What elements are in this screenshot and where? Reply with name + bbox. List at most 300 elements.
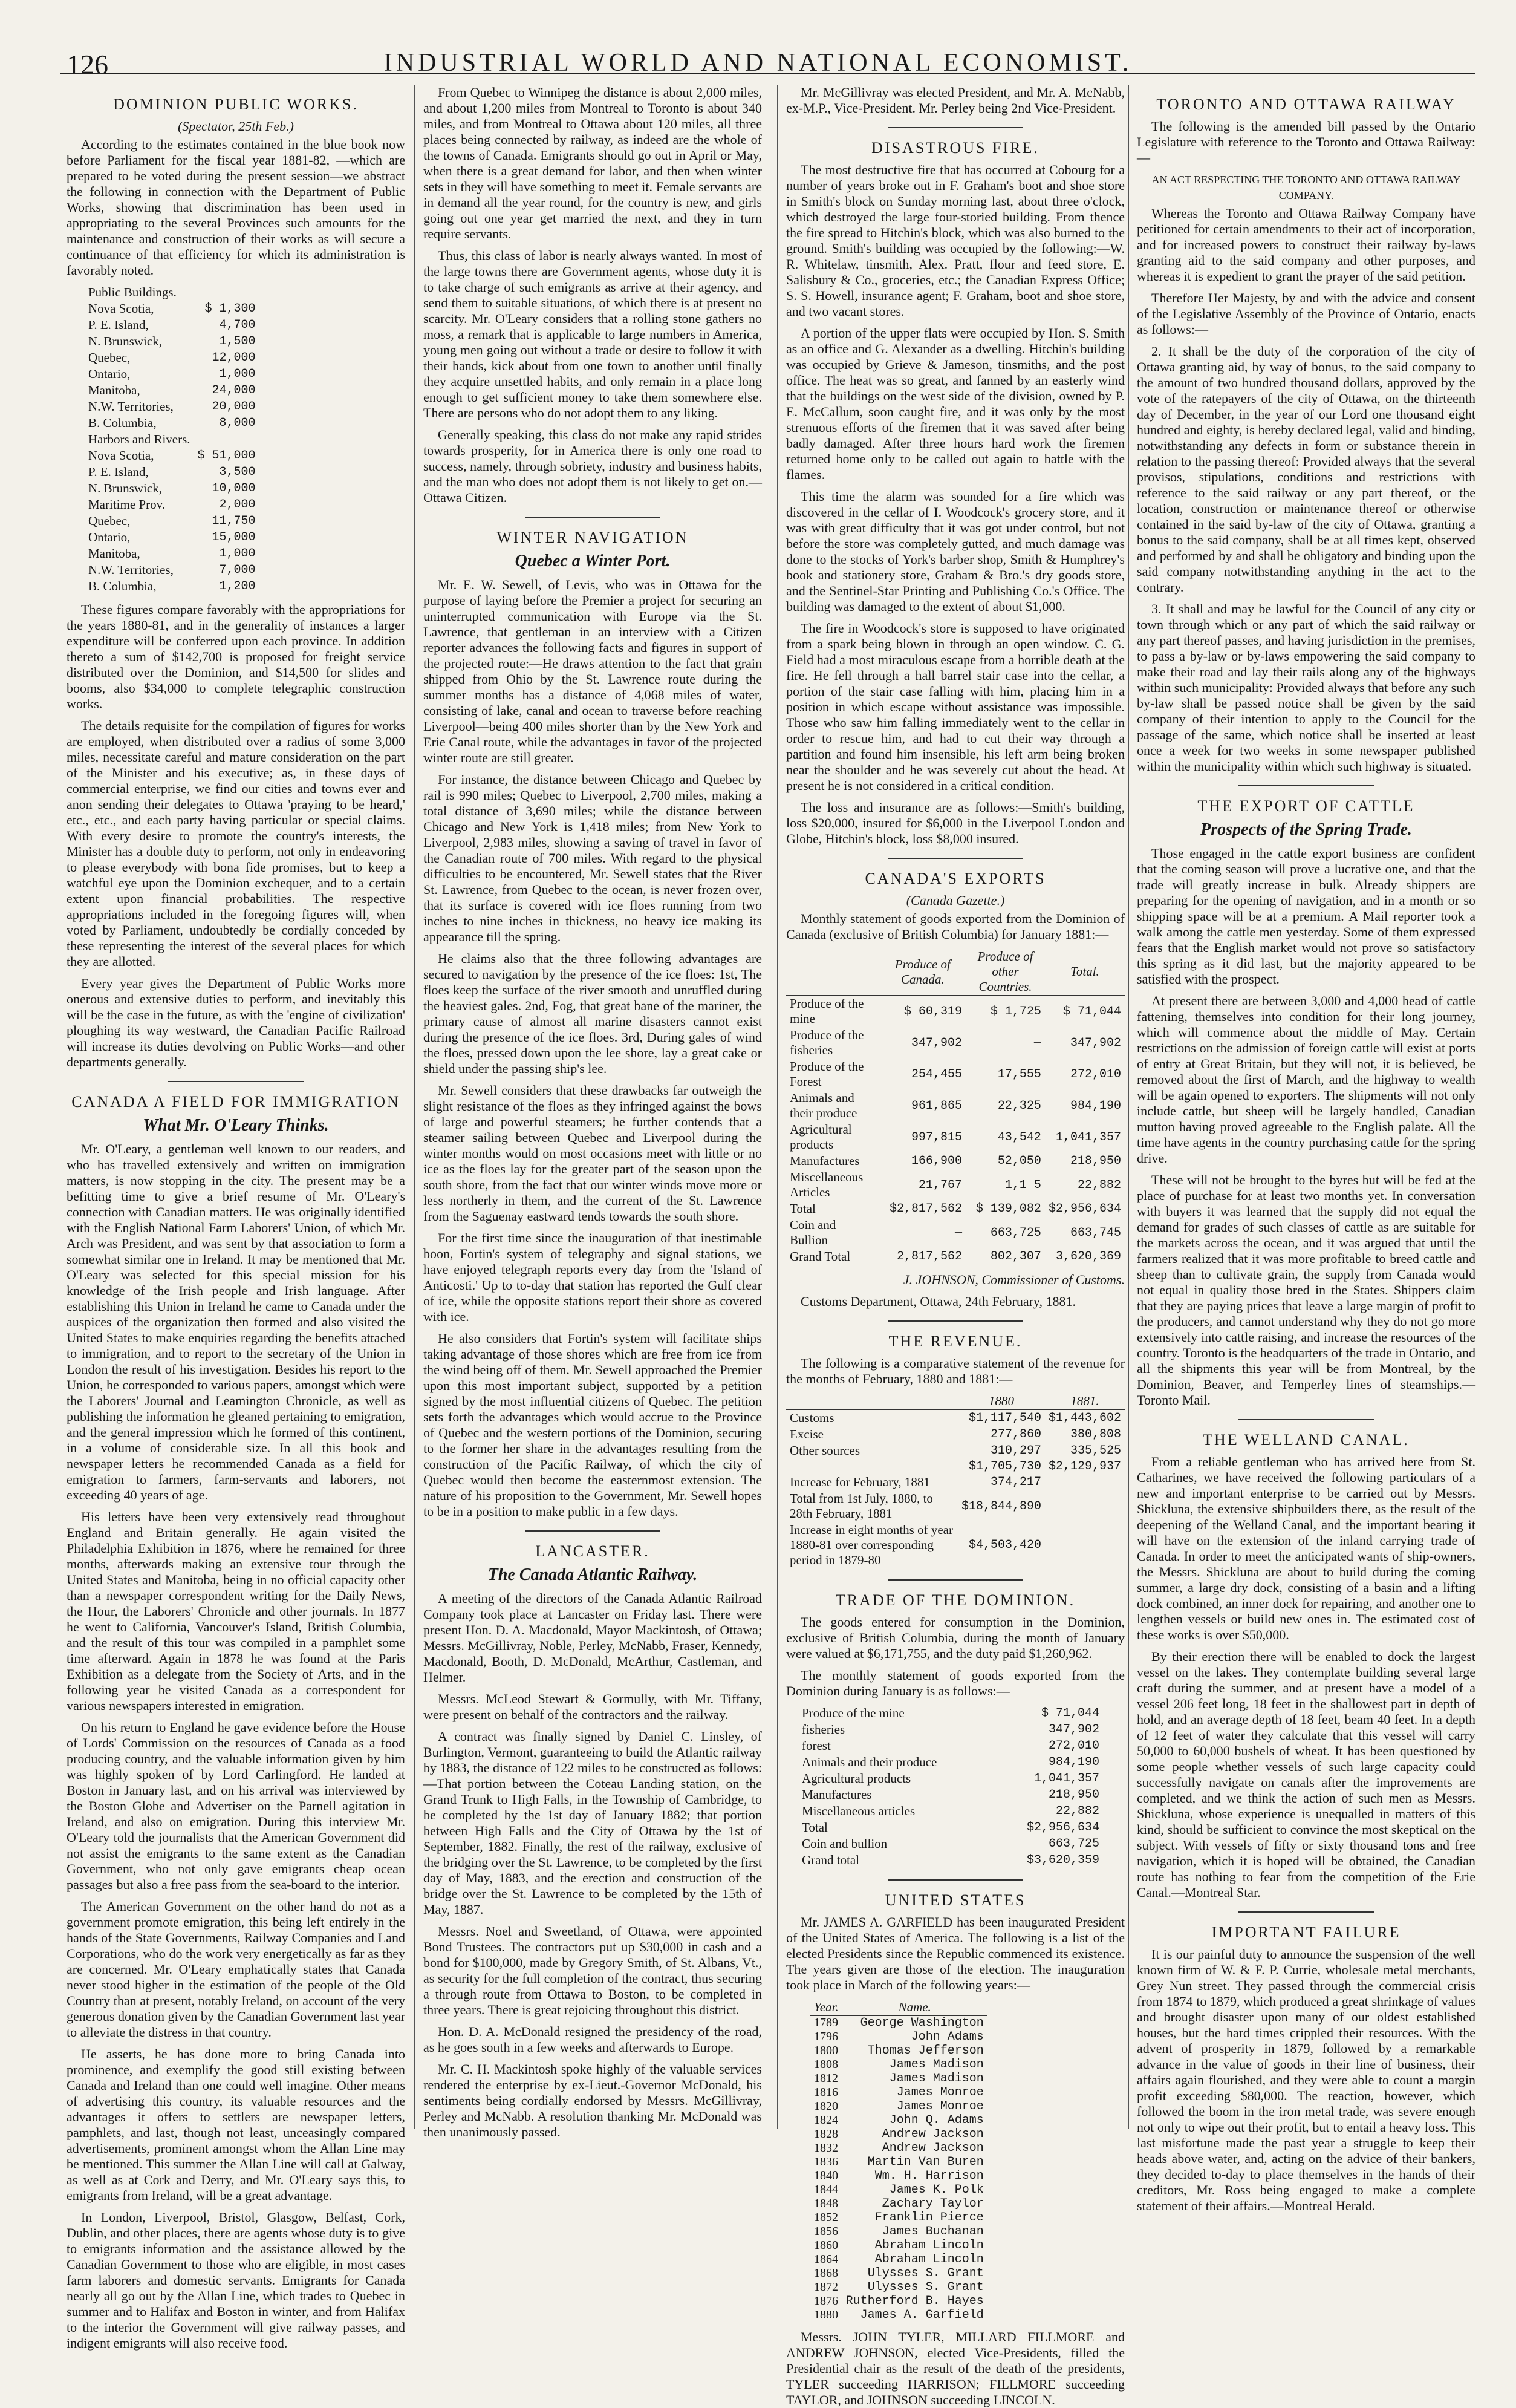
table-row xyxy=(798,1754,1103,1770)
table-cell: 1872 xyxy=(814,2280,838,2294)
table-cell: James Madison xyxy=(889,2072,984,2086)
separator xyxy=(888,127,1023,128)
table-cell: 52,050 xyxy=(997,1154,1041,1168)
table-row xyxy=(798,1787,1103,1803)
table-section-header xyxy=(85,431,259,448)
table-cell: Total from 1st July, 1880, to 28th February, 1881 xyxy=(790,1491,933,1521)
article-paragraph: A portion of the upper flats were occupied by Hon. S. Smith as an office and G. Alexander as a dwelling. Hitchin's building was occupied by Grieve & Jameson, tinsmiths, and the post office. The heat was so great, and fanned by an easterly wind that the buildings on the west side of the division, owned by P. E. McCallum, soon caught fire, and it was only by the most strenuous efforts of the firemen that it was saved after being badly damaged. After three hours hard work the firemen returned home only to be called out again to battle with the flames. xyxy=(786,325,1125,482)
table-cell: 3,620,369 xyxy=(1055,1250,1121,1264)
article-paragraph: This time the alarm was sounded for a fire which was discovered in the cellar of I. Woodcock's grocery store, and it was with great difficulty that it was got under control, but not before the store was completely gutted, and much damage was done to the stocks of York's barber shop, Smith & Humphrey's book and stationery store, Graham & Bro.'s dry goods store, and the Sentinel-Star Printing and Publishing Co.'s Office. The building was damaged to the extent of about $1,000. xyxy=(786,489,1125,614)
table-cell: Total xyxy=(790,1201,816,1216)
article-paragraph: The fire in Woodcock's store is supposed to have originated from a spark being blown in through an open window. C. G. Field had a most miraculous escape from a horrible death at the fire. He fell through a hall barrel stair case into the cellar, a portion of the stair case falling with him, placing him in a position in which escape without assistance was impossible. Those who saw him falling immediately went to the cellar in order to rescue him, and had to cut their way through a partition and found him insensible, his left arm being broken near the shoulder and he was severely cut about the head. At present he is not considered in a critical condition. xyxy=(786,621,1125,793)
article-title-failure: IMPORTANT FAILURE xyxy=(1211,1923,1401,1941)
table-row xyxy=(85,448,259,464)
table-cell: Franklin Pierce xyxy=(874,2211,984,2225)
table-cell: 43,542 xyxy=(997,1130,1041,1144)
table-cell: 1864 xyxy=(814,2253,838,2266)
table-cell: 1,1 5 xyxy=(1004,1178,1041,1192)
table-cell: 663,745 xyxy=(1070,1225,1121,1240)
table-cell: 1,041,357 xyxy=(1033,1772,1099,1786)
article-paragraph: These will not be brought to the byres but will be fed at the place of purchase for at least two months yet. In conversation with buyers it was learned that the supply did not equal the demand for grades of such classes of cattle as are suitable for the markets across the ocean, and it was argued that until the farmers realized that it was more profitable to breed cattle and sheep than to cultivate grain, the supply from Canada would not equal in quality those bred in the States. Shippers claim that they are paying prices that leave a large margin of profit to the producers, and cannot understand why they do not go more extensively into cattle raising, and increase the resources of the country. Toronto is the headquarters of the trade in Ontario, and all the shipments this year will be from Montreal, by the Dominion, Beaver, and Temperley lines of steamships.—Toronto Mail. xyxy=(1137,1172,1475,1408)
table-cell: Manitoba, xyxy=(88,383,140,397)
article-paragraph: Mr. O'Leary, a gentleman well known to our readers, and who has travelled extensively and written on immigration matters, is now stopping in the city. The present may be a befitting time to give a brief resume of Mr. O'Leary's connection with Canadian matters. He was originally identified with the English National Farm Laborers' Union, of which Mr. Arch was President, and was sent by that association to form a somewhat similar one in Ireland. It may be mentioned that Mr. O'Leary was selected for this special mission for his knowledge of the Irish people and Irish language. After establishing this Union in Ireland he came to Canada under the auspices of the organization then formed and also visited the United States to make enquiries regarding the benefits attached to immigration, and to report to the secretary of the Union in London the result of his investigation. Besides his report to the Union, he corresponded to various papers, amongst which were the Laborers' Journal and Leamington Chronicle, as well as publishing the information he gleaned pertaining to emigration, and the general impression which he formed of this continent, in a volume of considerable size. In all this book and newspaper letters he recommended Canada as a field for emigration to farmers, farm-servants and laborers, not exceeding 40 years of age. xyxy=(67,1141,405,1503)
table-cell: James Madison xyxy=(889,2058,984,2072)
table-cell: 1836 xyxy=(814,2155,838,2168)
table-cell: Grand Total xyxy=(790,1249,851,1264)
table-cell: $4,503,420 xyxy=(968,1538,1041,1552)
table-cell: Miscellaneous articles xyxy=(802,1804,916,1818)
table-row xyxy=(85,382,259,399)
table-cell: 997,815 xyxy=(911,1130,963,1144)
exports-table xyxy=(786,948,1125,1265)
table-cell: Rutherford B. Hayes xyxy=(845,2294,984,2308)
president-row xyxy=(810,2225,987,2239)
article-paragraph: It is our painful duty to announce the suspension of the well known firm of W. & F. P. Currie, wholesale metal merchants, Grey Nun street. They passed through the commercial crisis from 1874 to 1879, which produced a great shrinkage of values and brought disaster upon many of our oldest established houses, but the hard times crippled their resources. With the advent of prosperity in 1879, followed by a remarkable advance in the value of goods in their line of business, their affairs again flourished, and they were able to count a margin profit exceeding $80,000. The reaction, however, which followed the boom in the iron metal trade, was severe enough not only to wipe out their profit, but to entail a heavy loss. This last misfortune made the past year a struggle to keep their heads above water, and, acting on the advice of their bankers, they decided to-day to place themselves in the hands of their creditors, Mr. Ross being engaged to make a complete statement of their affairs.—Montreal Herald. xyxy=(1137,1946,1475,2213)
table-cell: 166,900 xyxy=(911,1154,963,1168)
table-cell: 1,000 xyxy=(219,367,256,381)
table-cell: $1,443,602 xyxy=(1048,1411,1121,1425)
table-cell: 10,000 xyxy=(212,481,256,495)
article-title-lancaster: LANCASTER. xyxy=(535,1542,650,1560)
table-cell: John Q. Adams xyxy=(889,2113,984,2127)
table-cell: 347,902 xyxy=(1048,1723,1099,1737)
table-cell: Abraham Lincoln xyxy=(874,2253,984,2266)
column-divider xyxy=(1128,85,1129,2129)
article-paragraph: For instance, the distance between Chicago and Quebec by rail is 990 miles; Quebec to Liverpool, 2,700 miles, making a total distance of 3,690 miles; while the distance between Chicago and New York is 1,418 miles; from New York to Liverpool, 2,983 miles, showing a saving of travel in favor of the Canadian route of 700 miles. With regard to the physical difficulties to be encountered, Mr. Sewell states that the River St. Lawrence, from Quebec to the ocean, is never frozen over, that its surface is covered with ice floes running from two inches to nine inches in thickness, no heavy ice making its appearance till the spring. xyxy=(423,772,762,944)
article-subtitle: Quebec a Winter Port. xyxy=(515,552,671,570)
president-row xyxy=(810,2266,987,2280)
table-cell: Ulysses S. Grant xyxy=(867,2266,984,2280)
table-cell: Quebec, xyxy=(88,350,131,365)
article-paragraph: Mr. C. H. Mackintosh spoke highly of the valuable services rendered the enterprise by ex-Lieut.-Governor McDonald, his sentiments being cordially endorsed by Messrs. McGillivray, Perley and McNabb. A resolution thanking Mr. McDonald was then unanimously passed. xyxy=(423,2061,762,2139)
table-cell: Produce of the Forest xyxy=(790,1059,864,1089)
table-cell: Miscellaneous Articles xyxy=(790,1170,864,1199)
article-paragraph: On his return to England he gave evidence before the House of Lords' Commission on the resources of Canada as a food producing country, and the valuable information given by him was highly spoken of by Lord Carlingford. He landed at Boston in January last, and on his arrival was interviewed by the Boston Globe and Advertiser on the Parnell agitation in Ireland, and also on emigration. During this interview Mr. O'Leary told the journalists that the American Government did not assist the emigrants to the same extent as the Canadian Government, who not only gave emigrants cheap ocean passages but also a free pass from the sea-board to the interior. xyxy=(67,1720,405,1892)
table-cell: 1816 xyxy=(814,2086,838,2099)
table-cell: forest xyxy=(802,1738,831,1753)
column-header xyxy=(786,1393,958,1410)
table-cell: 1876 xyxy=(814,2294,838,2308)
column-header: 1880 xyxy=(958,1393,1045,1410)
table-cell: Increase for February, 1881 xyxy=(790,1475,930,1489)
article-paragraph: Messrs. Noel and Sweetland, of Ottawa, were appointed Bond Trustees. The contractors put up $30,000 in cash and a bond for $100,000, made by Gregory Smith, of St. Albans, Vt., as security for the full completion of the contract, thus securing a through route from Ottawa to Boston, to be completed in three years. There is great rejoicing throughout this district. xyxy=(423,1923,762,2017)
article-paragraph: Mr. E. W. Sewell, of Levis, who was in Ottawa for the purpose of laying before the Premier a project for securing an uninterrupted communication with Europe via the St. Lawrence, that gentleman in an interview with a Citizen reporter advances the following facts and figures in support of the projected route:—He draws attention to the fact that grain shipped from Ohio by the St. Lawrence route during the summer months has a distance of 4,068 miles of water, consisting of lake, canal and ocean to traverse before reaching Liverpool—being 400 miles shorter than by the New York and Erie Canal route, while the advantages in favor of the projected winter route are still greater. xyxy=(423,577,762,765)
table-cell: $ 60,319 xyxy=(904,1004,963,1019)
table-total-row xyxy=(798,1836,1103,1852)
table-row xyxy=(786,1410,1125,1427)
table-cell: Excise xyxy=(790,1427,824,1441)
column-header: 1881. xyxy=(1045,1393,1125,1410)
table-total-row xyxy=(786,1248,1125,1265)
column-header: Produce of other Countries. xyxy=(966,948,1045,996)
table-row xyxy=(85,578,259,595)
table-cell: Produce of the mine xyxy=(802,1706,905,1720)
header-rule xyxy=(60,73,1475,74)
table-cell: fisheries xyxy=(802,1722,845,1737)
table-cell: 663,725 xyxy=(990,1225,1041,1240)
article-title-toronto: TORONTO AND OTTAWA RAILWAY xyxy=(1156,96,1456,113)
separator xyxy=(1238,785,1374,786)
president-row xyxy=(810,2155,987,2169)
article-paragraph: At present there are between 3,000 and 4,000 head of cattle fattening, themselves into condition for their long journey, which will commence about the middle of May. Certain restrictions on the admission of foreign cattle will exist at ports of entry at Great Britain, but they will not, it is believed, be removed about the first of March, and the highway to wealth will be again opened to exporters. The shipments will not only include cattle, but sheep will be largely handled, Canadian mutton having proved agreeable to the English palate. All the time have agents in the country purchasing cattle for the spring drive. xyxy=(1137,993,1475,1166)
table-cell: 1812 xyxy=(814,2072,838,2085)
page-number: 126 xyxy=(67,49,108,80)
table-row xyxy=(85,350,259,366)
article-subtitle: The Canada Atlantic Railway. xyxy=(487,1565,698,1584)
article-paragraph: He also considers that Fortin's system will facilitate ships taking advantage of those shores which are free from ice from the wind being off of them. Mr. Sewell approached the Premier upon this most important subject, supported by a petition signed by the most influential citizens of Quebec. The petition sets forth the advantages which would accrue to the Province of Quebec and the western portions of the Dominion, securing to the former her share in the advantages resulting from the construction of the Pacific Railway, of which the city of Quebec would then become the easternmost extension. The nature of his proposition to the Government, Mr. Sewell hopes to be in a position to make public in a few days. xyxy=(423,1331,762,1519)
table-cell: 4,700 xyxy=(219,318,256,332)
table-cell: 1820 xyxy=(814,2100,838,2113)
table-cell: Agricultural products xyxy=(802,1771,911,1786)
table-cell: N.W. Territories, xyxy=(88,399,174,414)
table-cell: 1832 xyxy=(814,2141,838,2155)
table-row xyxy=(85,513,259,529)
article-paragraph: The goods entered for consumption in the Dominion, exclusive of British Columbia, during the month of January were valued at $6,171,755, and the duty paid $1,260,962. xyxy=(786,1614,1125,1661)
presidents-table xyxy=(810,1999,987,2322)
article-paragraph: By their erection there will be enabled to dock the largest vessel on the lakes. They contemplate building several large craft during the summer, and at present have a model of a vessel 206 feet long, 18 feet in the shallowest part in depth of hold, and an average depth of 18 feet, beam 40 feet. In a depth of 12 feet of water they calculate that this vessel will carry 50,000 to 60,000 bushels of wheat. It has been questioned by some people whether vessels of such large capacity could successfully navigate on canals after the improvements are completed, and we think the action of such men as Messrs. Shickluna, whose experience is unequalled in matters of this kind, should be sufficient to convince the most skeptical on the subject. With vessels of fifty or sixty thousand tons and free navigation, which it is hoped will be obtained, the Canadian route has nothing to fear from the competition of the Erie Canal.—Montreal Star. xyxy=(1137,1649,1475,1900)
table-cell: 1796 xyxy=(814,2030,838,2043)
president-row xyxy=(810,2239,987,2253)
table-row xyxy=(798,1803,1103,1819)
table-total-row xyxy=(786,1217,1125,1248)
table-cell: 1828 xyxy=(814,2127,838,2141)
article-title-cattle: THE EXPORT OF CATTLE xyxy=(1197,797,1415,815)
table-cell: $1,117,540 xyxy=(968,1411,1041,1425)
table-cell: $ 1,300 xyxy=(204,302,256,316)
article-paragraph: For the first time since the inauguration of that inestimable boon, Fortin's system of telegraphy and signal stations, we have enjoyed telegraph reports every day from the 'Island of Anticosti.' Up to to-day that station has reported the Gulf clear of ice, while the opposite stations report their shore as covered with ice. xyxy=(423,1230,762,1324)
separator xyxy=(168,1081,304,1082)
table-row xyxy=(85,399,259,415)
table-cell: 1856 xyxy=(814,2225,838,2238)
table-cell: 374,217 xyxy=(990,1475,1041,1489)
table-cell: 1880 xyxy=(814,2308,838,2322)
article-paragraph: The most destructive fire that has occurred at Cobourg for a number of years broke out in F. Graham's boot and shoe store in Smith's block on Sunday morning last, about three o'clock, which destroyed the large four-storied building. From thence the fire spread to Hitchin's block, which was also burned to the ground. Smith's building was occupied by the following:—W. R. Whitelaw, tinsmith, Alex. Pratt, flour and feed store, E. Salisbury & Co., groceries, etc.; the Canadian Express Office; S. S. Howell, insurance agent; F. Graham, boot and shoe store, and two vacant stores. xyxy=(786,162,1125,319)
article-title-winter: WINTER NAVIGATION xyxy=(496,529,689,546)
article-title-fire: DISASTROUS FIRE. xyxy=(871,139,1039,157)
table-cell: 1,000 xyxy=(219,547,256,561)
table-cell: 8,000 xyxy=(219,416,256,430)
table-row xyxy=(85,480,259,497)
table-row xyxy=(786,1027,1125,1059)
table-total-row xyxy=(786,1522,1125,1568)
table-cell: James Monroe xyxy=(896,2100,984,2113)
table-row xyxy=(85,497,259,513)
article-paragraph: Thus, this class of labor is nearly always wanted. In most of the large towns there are Government agents, whose duty it is to take charge of such emigrants as arrive at their agency, and send them to suitable situations, of which there is at present no scarcity. Mr. O'Leary considers that a rolling stone gathers no moss, a remark that is applicable to large numbers in America, young men going out without a trade or desire to follow it with their hands, kick about from one town to another until finally they acquire unsettled habits, and only remain in a place long enough to get sufficient money to take them somewhere else. There are persons who do not adopt them to any liking. xyxy=(423,248,762,420)
table-cell: $3,620,359 xyxy=(1026,1853,1099,1867)
table-cell: 347,902 xyxy=(911,1036,963,1050)
separator xyxy=(888,1579,1023,1581)
separator xyxy=(888,858,1023,859)
table-cell: 22,882 xyxy=(1077,1178,1121,1192)
table-cell: 802,307 xyxy=(990,1250,1041,1264)
table-row xyxy=(786,1169,1125,1201)
article-paragraph: His letters have been very extensively read throughout England and Britain generally. He again visited the Philadelphia Exhibition in 1876, where he remained for three months, afterwards making an extensive tour through the United States and Manitoba, being in no official capacity other than a newspaper correspondent writing for the Daily News, the Hour, the Laborers' Chronicle and other journals. In 1877 he went to California, Vancouver's Island, British Columbia, and the result of this tour was compiled in a pamphlet some time afterward. Again in 1878 he was found at the Paris Exhibition as a delegate from the Society of Arts, and in the following year he visited Canada as a correspondent for various newspapers interested in emigration. xyxy=(67,1509,405,1713)
table-cell: Nova Scotia, xyxy=(88,448,154,463)
table-cell: 20,000 xyxy=(212,400,256,414)
table-cell: Thomas Jefferson xyxy=(867,2044,984,2058)
table-cell: 12,000 xyxy=(212,351,256,365)
table-row xyxy=(85,562,259,578)
table-cell: $ 71,044 xyxy=(1041,1706,1099,1720)
article-paragraph: Generally speaking, this class do not make any rapid strides towards prosperity, for in America there is only one road to success, namely, through sobriety, industry and business habits, and the man who does not adopt them is not likely to get on.—Ottawa Citizen. xyxy=(423,427,762,505)
article-title-trade: TRADE OF THE DOMINION. xyxy=(835,1591,1076,1609)
table-cell: 1,500 xyxy=(219,334,256,348)
table-cell: B. Columbia, xyxy=(88,579,157,593)
table-cell: Total xyxy=(802,1820,828,1835)
table-cell: James Buchanan xyxy=(882,2225,984,2239)
president-row xyxy=(810,2100,987,2113)
page-title: INDUSTRIAL WORLD AND NATIONAL ECONOMIST. xyxy=(383,49,1133,77)
table-cell: Grand total xyxy=(802,1853,860,1867)
table-cell: 1840 xyxy=(814,2169,838,2182)
article-paragraph: Customs Department, Ottawa, 24th February, 1881. xyxy=(801,1294,1076,1309)
president-row xyxy=(810,2113,987,2127)
article-subtitle: Prospects of the Spring Trade. xyxy=(1200,820,1412,839)
table-cell: 2,817,562 xyxy=(897,1250,963,1264)
table-cell: P. E. Island, xyxy=(88,465,149,479)
table-cell: — xyxy=(1033,1036,1041,1050)
revenue-table xyxy=(786,1393,1125,1568)
table-cell: 1789 xyxy=(814,2016,838,2029)
article-title-us: UNITED STATES xyxy=(885,1891,1026,1909)
article-paragraph: The American Government on the other hand do not as a government promote emigration, this being left entirely in the hands of the State Governments, Railway Companies and Land Corporations, who do the work very energetically as far as they are concerned. Mr. O'Leary emphatically states that Canada never stood higher in the estimation of the people of the Old Country than at present, notably Ireland, on account of the very generous donation given by the Canadian Government last year to alleviate the distress in that country. xyxy=(67,1899,405,2040)
table-cell: 21,767 xyxy=(919,1178,963,1192)
table-cell: Zachary Taylor xyxy=(882,2197,984,2211)
table-cell: 380,808 xyxy=(1070,1428,1121,1441)
article-paragraph: A meeting of the directors of the Canada Atlantic Railroad Company took place at Lancaster on Friday last. There were present Hon. D. A. Macdonald, Mayor Mackintosh, of Ottawa; Messrs. McGillivray, Noble, Perley, McNabb, Fraser, Kennedy, Macdonald, Booth, D. McDonald, McArthur, Castleman, and Helmer. xyxy=(423,1591,762,1685)
table-cell: Produce of the fisheries xyxy=(790,1028,864,1057)
article-title-dominion: DOMINION PUBLIC WORKS. xyxy=(113,96,359,113)
table-cell: Increase in eight months of year 1880-81 over corresponding period in 1879-80 xyxy=(790,1522,953,1567)
table-cell: Ontario, xyxy=(88,530,131,544)
article-paragraph: He claims also that the three following advantages are secured to navigation by the presence of the ice floes: 1st, The floes keep the surface of the river smooth and unruffled during the heaviest gales. 2nd, Fog, that great bane of the mariner, the primary cause of almost all marine disasters cannot exist during the presence of the ice floes. 3rd, During gales of wind the floes, pressed down upon the lee shore, lay a great cake or shield under the passing ship's lee. xyxy=(423,951,762,1076)
table-row xyxy=(786,1121,1125,1153)
table-row xyxy=(85,415,259,431)
president-row xyxy=(810,2308,987,2322)
table-cell: 663,725 xyxy=(1048,1837,1099,1851)
table-cell: Other sources xyxy=(790,1443,860,1458)
article-paragraph: Messrs. JOHN TYLER, MILLARD FILLMORE and ANDREW JOHNSON, elected Vice-Presidents, filled the Presidential chair as the result of the death of the presidents, TYLER succeeding HARRISON; FILLMORE succeeding TAYLOR, and JOHNSON succeeding LINCOLN. xyxy=(786,2329,1125,2407)
table-row xyxy=(798,1738,1103,1754)
table-cell: P. E. Island, xyxy=(88,318,149,332)
president-row xyxy=(810,2016,987,2031)
table-cell: 7,000 xyxy=(219,563,256,577)
article-paragraph: Messrs. McLeod Stewart & Gormully, with Mr. Tiffany, were present on behalf of the contractors and the railway. xyxy=(423,1691,762,1722)
table-row xyxy=(786,996,1125,1028)
president-row xyxy=(810,2169,987,2183)
table-cell: Manufactures xyxy=(802,1787,872,1802)
table-row xyxy=(786,1090,1125,1121)
table-cell: 1824 xyxy=(814,2113,838,2127)
article-paragraph: He asserts, he has done more to bring Canada into prominence, and exemplify the good still existing between Canada and Ireland than one could well imagine. Other means of advertising this country, its valuable resources and the advantages it offers to settlers are newspaper letters, pamphlets, and last, though not least, unceasingly compared advertisements, prominent amongst whom the Allan Line may be mentioned. This summer the Allan Line will call at Galway, as well as at Cork and Derry, and Mr. O'Leary says this, to emigrants from Ireland, will be a great advantage. xyxy=(67,2046,405,2203)
column-header: Name. xyxy=(842,1999,987,2016)
table-cell: Wm. H. Harrison xyxy=(874,2169,984,2183)
article-paragraph: Whereas the Toronto and Ottawa Railway Company have petitioned for certain amendments to their act of incorporation, and for increased powers to construct their railway by-laws granting aid to the said company and other purposes, and whereas it is expedient to grant the prayer of the said petition. xyxy=(1137,206,1475,284)
table-cell: 254,455 xyxy=(911,1067,963,1082)
article-paragraph: The details requisite for the compilation of figures for works are employed, when distributed over a radius of some 3,000 miles, necessitate careful and mature consideration on the part of the Minister and his executive; as, in these days of commercial enterprise, we find our cities and towns ever and anon sending their delegates to Ottawa 'praying to be heard,' etc., etc., and each party having particular or special claims. With every desire to promote the country's interests, the Minister has a double duty to perform, not only in endeavoring to please everybody with bona fide promises, but to keep a watchful eye upon the Dominion exchequer, and to a certain extent upon financial probabilities. The respective appropriations included in the foregoing figures will, when voted by Parliament, undoubtedly be cordially conceded by these representing the interest of the several places for which they are allotted. xyxy=(67,718,405,969)
table-cell: 1844 xyxy=(814,2183,838,2196)
table-cell: Maritime Prov. xyxy=(88,497,165,512)
table-cell: Manufactures xyxy=(790,1153,860,1168)
table-cell: 1,200 xyxy=(219,579,256,593)
column-4 xyxy=(1137,85,1475,2213)
column-header xyxy=(786,948,880,996)
table-cell: George Washington xyxy=(860,2016,984,2030)
article-paragraph: Mr. JAMES A. GARFIELD has been inaugurated President of the United States of America. The following is a list of the elected Presidents since the Republic commenced its existence. The years given are those of the election. The inauguration took place in March of the following years:— xyxy=(786,1914,1125,1992)
president-row xyxy=(810,2141,987,2155)
table-cell: Martin Van Buren xyxy=(867,2155,984,2169)
table-section-label: Harbors and Rivers. xyxy=(88,432,190,446)
separator xyxy=(888,1879,1023,1881)
table-section-header xyxy=(85,284,259,301)
table-cell: 11,750 xyxy=(212,514,256,528)
president-row xyxy=(810,2294,987,2308)
separator xyxy=(525,1530,660,1532)
president-row xyxy=(810,2127,987,2141)
table-cell: Coin and Bullion xyxy=(790,1218,836,1247)
table-cell: Agricultural products xyxy=(790,1122,852,1152)
table-cell: Animals and their produce xyxy=(802,1755,937,1769)
table-section-label: Public Buildings. xyxy=(88,285,177,299)
article-subtitle: What Mr. O'Leary Thinks. xyxy=(143,1116,329,1135)
table-cell: 272,010 xyxy=(1048,1739,1099,1753)
president-row xyxy=(810,2253,987,2266)
table-cell: 22,325 xyxy=(997,1098,1041,1113)
table-cell: 218,950 xyxy=(1048,1788,1099,1802)
separator xyxy=(888,1320,1023,1322)
table-cell: N.W. Territories, xyxy=(88,563,174,577)
article-paragraph: Mr. Sewell considers that these drawbacks far outweigh the slight resistance of the floes as they infringed against the bows of large and powerful steamers; he further contends that a steamer sailing between Quebec and Liverpool during the winter months would on most occasions meet with little or no ice as the floes lay for the greater part of the season upon the south shore, from the fact that our winter winds move more or less northerly in them, and the current of the St. Lawrence from the Saguenay eastward tends towards the south shore. xyxy=(423,1083,762,1224)
president-row xyxy=(810,2058,987,2072)
trade-table xyxy=(798,1705,1103,1868)
article-byline: (Spectator, 25th Feb.) xyxy=(178,119,294,134)
table-cell: 1808 xyxy=(814,2058,838,2071)
signature: J. JOHNSON, Commissioner of Customs. xyxy=(903,1272,1125,1287)
table-cell: 24,000 xyxy=(212,383,256,397)
table-row xyxy=(786,1426,1125,1443)
table-cell: 1860 xyxy=(814,2239,838,2252)
table-cell: Customs xyxy=(790,1411,834,1425)
appropriations-table xyxy=(85,284,259,595)
table-cell: Andrew Jackson xyxy=(882,2127,984,2141)
table-cell: Coin and bullion xyxy=(802,1836,888,1851)
article-paragraph: Mr. McGillivray was elected President, and Mr. A. McNabb, ex-M.P., Vice-President. Mr. Perley being 2nd Vice-President. xyxy=(786,85,1125,116)
article-paragraph: 2. It shall be the duty of the corporation of the city of Ottawa granting aid, by way of bonus, to the said company to the amount of two hundred thousand dollars, approved by the vote of the ratepayers of the city of Ottawa, on the thirteenth day of December, in the year of our Lord one thousand eight hundred and eighty, is hereby declared legal, valid and binding, notwithstanding any defects in form or substance therein in relation to the passing thereof: Provided always that the several provisos, stipulations, conditions and restrictions with reference to the said railway or any part thereof, or the location, construction or maintenance thereof or otherwise contained in the said by-law of the city of Ottawa, granting a bonus to the said company, shall be at all times kept, observed and performed by and shall be obligatory and binding upon the said company notwithstanding anything in the act to the contrary. xyxy=(1137,344,1475,595)
table-total-row xyxy=(798,1852,1103,1868)
column-1 xyxy=(67,85,405,2351)
table-cell: 277,860 xyxy=(990,1428,1041,1441)
table-cell: $18,844,890 xyxy=(961,1499,1041,1513)
column-2 xyxy=(423,85,762,2139)
article-paragraph: The following is the amended bill passed by the Ontario Legislature with reference to the Toronto and Ottawa Railway:— xyxy=(1137,119,1475,165)
table-cell: 335,525 xyxy=(1070,1444,1121,1458)
table-row xyxy=(85,317,259,333)
table-cell: Andrew Jackson xyxy=(882,2141,984,2155)
table-cell: — xyxy=(955,1225,963,1240)
table-cell: 15,000 xyxy=(212,530,256,544)
column-divider xyxy=(777,85,778,2129)
page-header xyxy=(0,24,1516,80)
table-cell: N. Brunswick, xyxy=(88,334,162,348)
table-cell xyxy=(786,1459,958,1474)
table-total-row xyxy=(786,1474,1125,1490)
column-3 xyxy=(786,85,1125,2407)
table-cell: Nova Scotia, xyxy=(88,301,154,316)
table-row xyxy=(798,1721,1103,1738)
table-row xyxy=(85,529,259,546)
article-title-welland: THE WELLAND CANAL. xyxy=(1203,1431,1410,1449)
article-byline: (Canada Gazette.) xyxy=(906,893,1005,908)
act-title: AN ACT RESPECTING THE TORONTO AND OTTAWA RAILWAY COMPANY. xyxy=(1151,174,1461,201)
president-row xyxy=(810,2030,987,2044)
president-row xyxy=(810,2044,987,2058)
table-row xyxy=(786,1443,1125,1459)
article-paragraph: From Quebec to Winnipeg the distance is about 2,000 miles, and about 1,200 miles from Montreal to Toronto is about 340 miles, and from Montreal to Ottawa about 120 miles, all three places being connected by railway, as indeed are the whole of the towns of Canada. Emigrants should go out in April or May, when there is a great demand for labor, and then when winter sets in they will have something to meet it. Female servants are in demand all the year round, for the country is new, and girls going out one year get married the next, and they in turn require servants. xyxy=(423,85,762,241)
table-cell: 984,190 xyxy=(1070,1098,1121,1113)
table-cell: 2,000 xyxy=(219,498,256,512)
president-row xyxy=(810,2211,987,2225)
table-cell: $ 51,000 xyxy=(197,449,256,463)
table-cell: Ontario, xyxy=(88,367,131,381)
article-paragraph: Therefore Her Majesty, by and with the advice and consent of the Legislative Assembly of the Province of Ontario, enacts as follows:— xyxy=(1137,290,1475,337)
table-cell: Manitoba, xyxy=(88,546,140,561)
table-row xyxy=(786,1153,1125,1169)
table-row xyxy=(786,1059,1125,1090)
table-cell: 1800 xyxy=(814,2044,838,2057)
table-cell: Produce of the mine xyxy=(790,996,864,1026)
table-cell: John Adams xyxy=(911,2030,984,2044)
table-cell: $ 139,082 xyxy=(975,1202,1041,1216)
article-paragraph: The loss and insurance are as follows:—Smith's building, loss $20,000, insured for $6,000 in the Liverpool London and Globe, Hitchin's block, loss $8,000 insured. xyxy=(786,800,1125,846)
table-cell: James A. Garfield xyxy=(860,2308,984,2322)
separator xyxy=(1238,1911,1374,1913)
table-cell: 961,865 xyxy=(911,1098,963,1113)
president-row xyxy=(810,2086,987,2100)
table-row xyxy=(85,333,259,350)
column-header: Total. xyxy=(1045,948,1125,996)
table-cell: $2,817,562 xyxy=(890,1202,963,1216)
column-header: Year. xyxy=(810,1999,842,2016)
table-row xyxy=(798,1770,1103,1787)
article-paragraph: The monthly statement of goods exported from the Dominion during January is as follows:— xyxy=(786,1668,1125,1698)
table-cell: 272,010 xyxy=(1070,1067,1121,1082)
table-cell: 347,902 xyxy=(1070,1036,1121,1050)
separator xyxy=(1238,1419,1374,1420)
article-title-exports: CANADA'S EXPORTS xyxy=(865,870,1046,887)
president-row xyxy=(810,2280,987,2294)
table-cell: 22,882 xyxy=(1055,1804,1099,1818)
table-row xyxy=(798,1705,1103,1721)
article-paragraph: Monthly statement of goods exported from the Dominion of Canada (exclusive of British Columbia) for January 1881:— xyxy=(786,911,1125,942)
table-total-row xyxy=(798,1819,1103,1836)
table-row xyxy=(85,366,259,382)
table-cell: 218,950 xyxy=(1070,1154,1121,1168)
table-cell: 310,297 xyxy=(990,1444,1041,1458)
table-row xyxy=(85,546,259,562)
table-cell: Quebec, xyxy=(88,514,131,528)
table-cell: 1852 xyxy=(814,2211,838,2224)
table-cell: $2,956,634 xyxy=(1048,1202,1121,1216)
table-cell: $1,705,730 xyxy=(968,1460,1041,1473)
table-row xyxy=(85,301,259,317)
table-cell: Ulysses S. Grant xyxy=(867,2280,984,2294)
article-title-revenue: THE REVENUE. xyxy=(888,1333,1023,1350)
article-paragraph: The following is a comparative statement of the revenue for the months of February, 1880 and 1881:— xyxy=(786,1356,1125,1386)
table-cell: B. Columbia, xyxy=(88,416,157,430)
table-cell: 3,500 xyxy=(219,465,256,479)
table-cell: 1868 xyxy=(814,2266,838,2280)
table-cell: James Monroe xyxy=(896,2086,984,2100)
